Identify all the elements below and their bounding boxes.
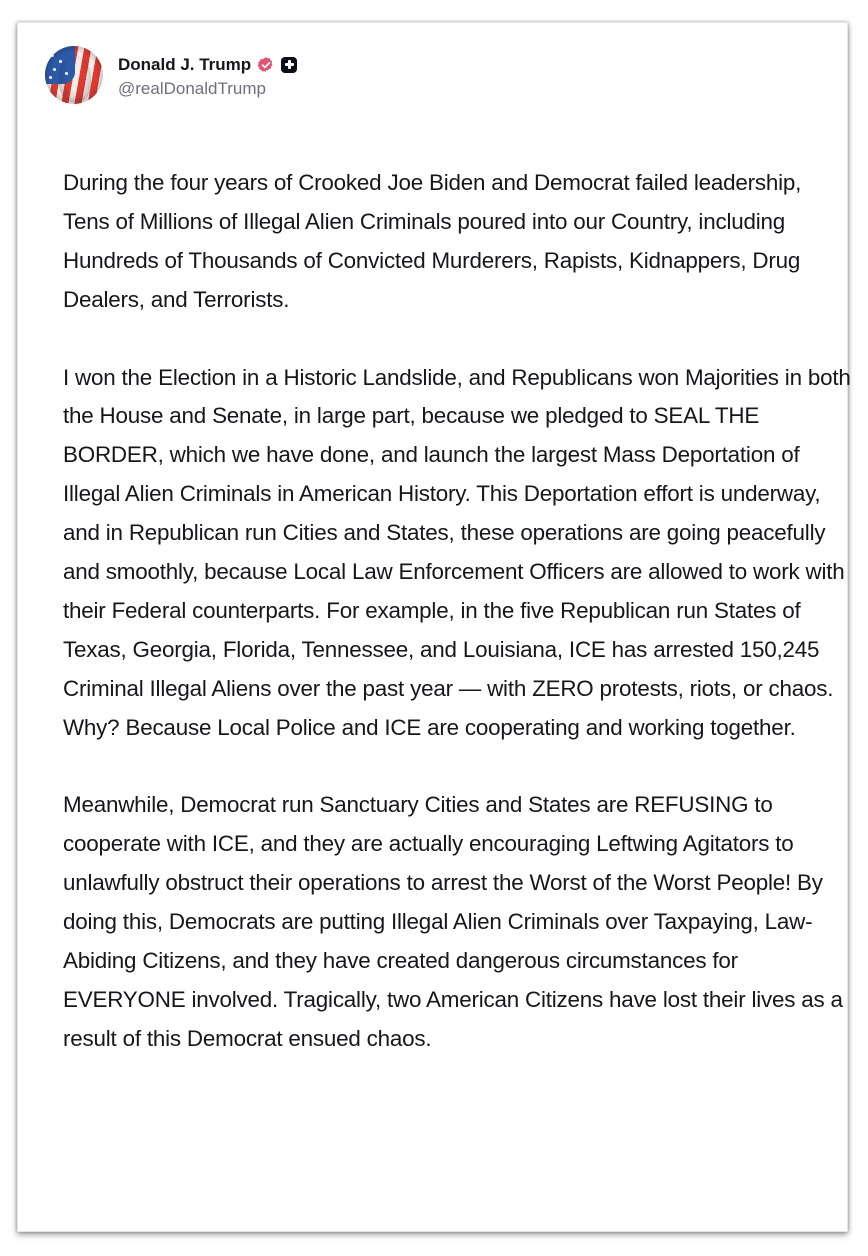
post-paragraph: During the four years of Crooked Joe Biden and Democrat failed leadership, Tens of Millions of Illegal Alien Criminals poured into our Country, including Hundreds of Thousands of Convicted Murderers, Rapists, Kidnappers, Drug Dealers, and Terrorists. [63, 170, 802, 312]
author-info [118, 52, 297, 99]
post-card [17, 22, 851, 1232]
verified-badge-icon [257, 56, 275, 74]
post-paragraph: I won the Election in a Historic Landslide, and Republicans won Majorities in both the House and Senate, in large part, because we pledged to SEAL THE BORDER, which we have done, and launch the largest Mass Deportation of Illegal Alien Criminals in American History. This Deportation effort is underway, and in Republican run Cities and States, these operations are going peacefully and smoothly, because Local Law Enforcement Officers are allowed to work with their Federal counterparts. For example, in the five Republican run States of Texas, Georgia, Florida, Tennessee, and Louisiana, ICE has arrested 150,245 Criminal Illegal Aliens over the past year — with ZERO protests, riots, or chaos. Why? Because Local Police and ICE are cooperating and working together. [63, 364, 851, 740]
avatar[interactable] [45, 46, 103, 104]
author-display-name[interactable]: Donald J. Trump [118, 54, 252, 74]
author-handle[interactable]: @realDonaldTrump [118, 78, 266, 98]
post-header [45, 45, 297, 105]
plus-badge-icon [281, 57, 297, 73]
avatar-shade [45, 46, 103, 104]
author-name-row [118, 52, 297, 78]
post-paragraph: Meanwhile, Democrat run Sanctuary Cities and States are REFUSING to cooperate with ICE, and they are actually encouraging Leftwing Agitators to unlawfully obstruct their operations to arrest the Worst of the Worst People! By doing this, Democrats are putting Illegal Alien Criminals over Taxpaying, Law-Abiding Citizens, and they have created dangerous circumstances for EVERYONE involved. Tragically, two American Citizens have lost their lives as a result of this Democrat ensued chaos. [63, 792, 843, 1051]
post-body [63, 164, 853, 1059]
